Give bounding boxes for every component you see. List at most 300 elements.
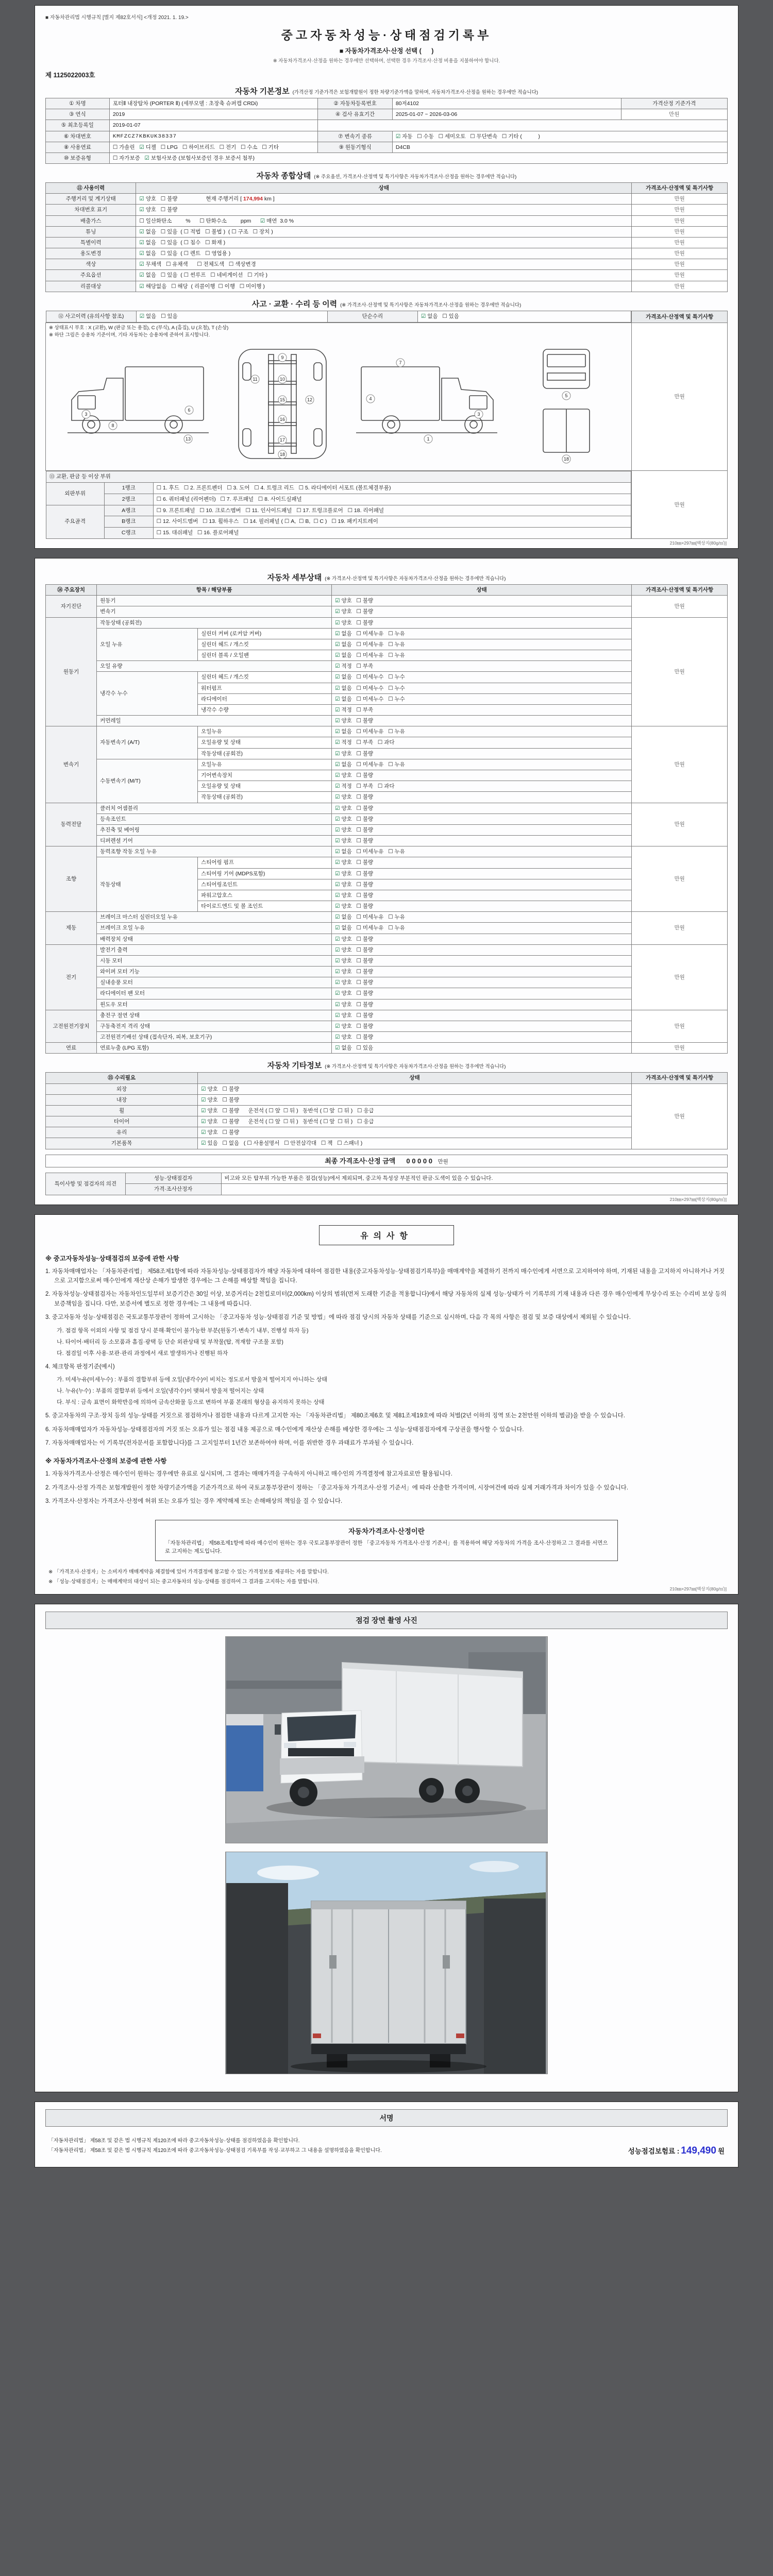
state-cell[interactable]: ☑ 없음 ☐ 미세누유 ☐ 누유: [332, 923, 632, 934]
table-row: [46, 617, 728, 628]
price-cell: 만원: [632, 270, 728, 281]
sub-item-cell: 스티어링 펌프: [198, 857, 332, 868]
accident-state-cell[interactable]: ☑ 없음 ☐ 있음: [136, 311, 327, 323]
notice-item: 1. 자동차가격조사·산정은 매수인이 원하는 경우에만 유료로 실시되며, 그 결과는 매매가격을 구속하지 아니하고 매수인의 가격결정에 참고자료로만 활용됩니다.: [45, 1471, 452, 1478]
table-row: [46, 248, 728, 259]
label-cell: 유리: [46, 1127, 198, 1138]
header-cell: ⑮ 수리필요: [46, 1073, 198, 1083]
inspection-insurance-fee: 성능점검보험료 : 149,490 원: [628, 2145, 725, 2157]
price-cell: 만원: [632, 248, 728, 259]
final-price-table: [45, 1155, 728, 1168]
table-row: [46, 142, 728, 152]
notice-item: 4. 체크항목 판정기준(예시): [45, 1363, 115, 1370]
price-cell: 만원: [632, 323, 728, 471]
label-cell: ④ 검사 유효기간: [318, 109, 392, 120]
label-cell: ⑨ 원동기형식: [318, 142, 392, 152]
sub-item-cell: 작동상태 (공회전): [198, 748, 332, 759]
state-cell[interactable]: ☐ 일산화탄소 % ☐ 탄화수소 ppm ☑ 매연 3.0 %: [136, 215, 632, 226]
state-cell[interactable]: ☑ 없음 ☐ 미세누유 ☐ 누유: [332, 650, 632, 661]
state-cell[interactable]: ☑ 양호 ☐ 불량: [332, 890, 632, 901]
detail-section-title: 자동차 세부상태 (※ 가격조사·산정액 및 특기사항은 자동차가격조사·산정을 원하는 경우에만 적습니다): [267, 573, 506, 583]
table-row: [46, 1173, 728, 1184]
label-cell: ⑥ 차대번호: [46, 131, 110, 142]
item-cell: 클러치 어셈블리: [97, 803, 332, 814]
table-row: [46, 131, 728, 142]
record-page-1: [35, 5, 738, 549]
warranty-type-checkboxes[interactable]: ☐ 자가보증 ☑ 보험사보증 (보험사보증인 경우 보증서 첨부): [109, 152, 727, 163]
label-cell: 외장: [46, 1083, 198, 1094]
state-cell[interactable]: ☑ 있음 ☐ 없음 ( ☐ 사용설명서 ☐ 안전삼각대 ☐ 잭 ☐ 스패너 ): [198, 1138, 632, 1149]
svg-text:5: 5: [565, 393, 568, 399]
vehicle-diagrams: [49, 339, 628, 469]
table-row: [46, 205, 728, 215]
item-cell: 고전원전기배선 상태 (접속단자, 피복, 보호기구): [97, 1032, 332, 1043]
rankA-items-checkboxes[interactable]: ☐ 9. 프론트패널 ☐ 10. 크로스멤버 ☐ 11. 인사이드패널 ☐ 17. 트렁크플로어 ☐ 18. 리어패널: [153, 505, 631, 516]
header-cell: 상태: [332, 585, 632, 596]
state-cell[interactable]: ☑ 양호 ☐ 불량: [332, 1010, 632, 1021]
sub-item-cell: 실린더 헤드 / 개스킷: [198, 672, 332, 683]
label-cell: 특별이력: [46, 237, 136, 248]
svg-text:6: 6: [188, 408, 191, 413]
table-row: [46, 120, 728, 131]
mileage-state-cell[interactable]: ☑ 양호 ☐ 불량 현재 주행거리 [ 174,994 km ]: [136, 194, 632, 205]
summary-section-title: 자동차 종합상태 (※ 주요옵션, 가격조사·산정액 및 특기사항은 자동차가격조사·산정을 원하는 경우에만 적습니다): [256, 172, 517, 181]
table-row: [46, 281, 728, 292]
item-cell: 작동상태: [97, 857, 198, 912]
price-header-cell: 가격조사·산정액 및 특기사항: [632, 311, 728, 323]
value-cell: 2019: [109, 109, 318, 120]
sub-item-cell: 냉각수 수량: [198, 704, 332, 715]
rank-label-cell: B랭크: [104, 516, 153, 528]
rank1-items-checkboxes[interactable]: ☐ 1. 후드 ☐ 2. 프론트펜더 ☐ 3. 도어 ☐ 4. 트렁크 리드 ☐ 5. 라디에이터 서포트 (볼트체결부품): [153, 483, 631, 494]
table-row: [46, 857, 728, 868]
group-cell: 원동기: [46, 617, 97, 726]
rankC-items-checkboxes[interactable]: ☐ 15. 대쉬패널 ☐ 16. 플로어패널: [153, 527, 631, 538]
state-cell[interactable]: ☑ 양호 ☐ 불량: [332, 748, 632, 759]
sub-item-cell: 오일유량 및 상태: [198, 781, 332, 792]
notice-section-2-title: ※ 자동차가격조사·산정의 보증에 관한 사항: [45, 1458, 167, 1465]
item-cell: 냉각수 누수: [97, 672, 198, 716]
notice-sub-item: 가. 점검 항목 이외의 사항 및 점검 당시 분해·확인이 불가능한 부분(원동기·변속기 내부, 진행성 하자 등): [57, 1327, 309, 1334]
price-cell: 만원: [632, 194, 728, 205]
price-cell: 만원: [632, 259, 728, 270]
paper-size-note: 210㎜×297㎜[백상지(80g/㎡)]: [669, 1196, 727, 1202]
state-cell[interactable]: ☑ 양호 ☐ 불량 운전석 ( ☐ 앞 ☐ 뒤 ) 동반석 ( ☐ 앞 ☐ 뒤 ) ☐ 응급: [198, 1105, 632, 1116]
table-row: [46, 661, 728, 672]
state-cell[interactable]: ☑ 없음 ☐ 있음: [332, 1043, 632, 1054]
state-cell[interactable]: ☑ 양호 ☐ 불량: [332, 999, 632, 1010]
svg-text:4: 4: [369, 396, 372, 402]
notice-sub-item: 나. 누유(누수) : 부품의 결합부위 등에서 오일(냉각수)이 맺혀서 방울져 떨어지는 상태: [57, 1388, 264, 1395]
label-cell: 주요옵션: [46, 270, 136, 281]
notice-item: 6. 자동차매매업자가 자동차성능·상태점검자의 거짓 또는 오류가 있는 점검 내용 제공으로 매수인에게 재산상 손해를 배상한 경우에는 그 성능·상태점검자에게 구상권을 행사할 수 있습니다.: [45, 1426, 524, 1433]
state-cell[interactable]: ☑ 양호 ☐ 불량: [332, 836, 632, 846]
signature-page: [35, 2102, 738, 2167]
table-row: [46, 988, 728, 999]
header-cell: 가격조사·산정액 및 특기사항: [632, 183, 728, 194]
base-price-value-cell: 만원: [621, 109, 727, 120]
state-cell[interactable]: ☑ 양호 ☐ 불량: [332, 977, 632, 988]
empty-cell: [318, 120, 728, 131]
label-cell: ⑧ 사용연료: [46, 142, 110, 152]
basic-info-table: [45, 98, 728, 164]
vehicle-diagram-left-side: [59, 342, 214, 466]
notice-title: 유의사항: [319, 1225, 454, 1245]
exchange-parts-wrap: [46, 471, 632, 539]
state-cell[interactable]: ☑ 없음 ☐ 미세누수 ☐ 누수: [332, 683, 632, 693]
label-cell: ⑤ 최초등록일: [46, 120, 110, 131]
label-cell: 성능·상태점검자: [125, 1173, 221, 1184]
label-cell: 차대번호 표기: [46, 205, 136, 215]
state-cell[interactable]: ☑ 양호 ☐ 불량: [332, 716, 632, 726]
svg-text:1: 1: [427, 436, 430, 442]
rank2-items-checkboxes[interactable]: ☐ 6. 쿼터패널 (리어펜더) ☐ 7. 루프패널 ☐ 8. 사이드실패널: [153, 494, 631, 505]
item-cell: 시동 모터: [97, 955, 332, 966]
document-title: 중고자동차성능·상태점검기록부: [281, 28, 492, 42]
rank-label-cell: 2랭크: [104, 494, 153, 505]
label-cell: ① 차명: [46, 98, 110, 109]
vehicle-diagram-underbody: [223, 342, 342, 466]
sub-item-cell: 타이로드엔드 및 볼 조인트: [198, 901, 332, 912]
state-cell[interactable]: ☑ 양호 ☐ 불량: [332, 934, 632, 944]
sub-item-cell: 기어변속장치: [198, 770, 332, 781]
table-row: [46, 471, 728, 539]
price-survey-select-note: ※ 자동차가격조사·산정을 원하는 경우에만 선택하며, 선택한 경우 가격조사·산정 비용을 지불하여야 합니다.: [273, 58, 500, 64]
state-cell[interactable]: ☑ 양호 ☐ 불량: [332, 814, 632, 824]
label-cell: ② 자동차등록번호: [318, 98, 392, 109]
table-row: [46, 98, 728, 109]
table-row: [46, 803, 728, 814]
table-row: [46, 471, 631, 483]
item-cell: 연료누출 (LPG 포함): [97, 1043, 332, 1054]
svg-text:10: 10: [280, 377, 285, 382]
signature-statement: 「자동차관리법」 제58조 및 같은 법 시행규칙 제120조에 따라 중고자동차성능·상태점검 기록부를 작성·교부하고 그 내용을 설명하였음을 확인합니다.: [48, 2148, 382, 2154]
state-cell[interactable]: ☑ 양호 ☐ 불량: [332, 606, 632, 617]
item-cell: 실내송풍 모터: [97, 977, 332, 988]
table-row: [46, 215, 728, 226]
table-row: [46, 1116, 728, 1127]
notice-item: 1. 자동차매매업자는 「자동차관리법」 제58조제1항에 따라 자동차성능·상태점검자가 해당 자동차에 대하여 점검한 내용(중고자동차성능·상태점검기록부)을 매매계약을 체결하기 전까지 매수인에게 서면으로 고지하여야 하며, 기재된 내용을 고지하지 아니하거나 거짓으로 고지함으로써 매수인에게 재산상 손해가 발생한 경우에는 그 손해를 배상할 책임을 집니다.: [45, 1268, 725, 1284]
table-row: [46, 516, 631, 528]
label-cell: 기본품목: [46, 1138, 198, 1149]
table-row: [46, 759, 728, 770]
state-cell[interactable]: ☑ 양호 ☐ 불량: [136, 205, 632, 215]
appraiser-opinion-text: [221, 1184, 727, 1195]
header-cell: ⑪ 사용이력: [46, 183, 136, 194]
table-row: [46, 311, 728, 323]
rank-label-cell: 1랭크: [104, 483, 153, 494]
signature-statements: [48, 2135, 382, 2157]
simple-repair-label-cell: 단순수리: [327, 311, 417, 323]
notice-item: 3. 중고자동차 성능·상태점검은 국토교통부장관이 정하여 고시하는 「중고자동차 성능·상태점검 기준 및 방법」에 따라 점검 당시의 자동차 상태를 기준으로 실시하며, 다음 각 목의 사항은 점검 및 보증 대상에서 제외될 수 있습니다.: [45, 1314, 631, 1321]
state-cell[interactable]: ☑ 양호 ☐ 불량: [332, 770, 632, 781]
state-cell[interactable]: ☑ 양호 ☐ 불량: [198, 1127, 632, 1138]
photos-page: [35, 1604, 738, 2092]
table-row: [46, 1138, 728, 1149]
vin-value-cell: KMFZCZ7KBKUK38337: [109, 131, 318, 142]
state-cell[interactable]: ☑ 없음 ☐ 미세누유 ☐ 누유: [332, 912, 632, 923]
item-cell: 배력장치 상태: [97, 934, 332, 944]
state-cell[interactable]: ☑ 무채색 ☐ 유채색 ☐ 전체도색 ☐ 색상변경: [136, 259, 632, 270]
record-page-2: [35, 558, 738, 1205]
price-cell: 만원: [632, 1083, 728, 1149]
item-cell: 추진축 및 베어링: [97, 824, 332, 835]
item-cell: 자동변속기 (A/T): [97, 726, 198, 759]
state-cell[interactable]: ☑ 양호 ☐ 불량: [332, 955, 632, 966]
item-cell: 디퍼렌셜 기어: [97, 836, 332, 846]
state-cell[interactable]: ☑ 없음 ☐ 있음 ( ☐ 적법 ☐ 불법 ) ( ☐ 구조 ☐ 장치 ): [136, 226, 632, 237]
state-cell[interactable]: ☑ 양호 ☐ 불량: [332, 596, 632, 606]
state-cell[interactable]: ☑ 없음 ☐ 있음 ( ☐ 썬루프 ☐ 네비게이션 ☐ 기타 ): [136, 270, 632, 281]
paper-size-note: 210㎜×297㎜[백상지(80g/㎡)]: [669, 540, 727, 546]
outer-panel-group-cell: 외판부위: [46, 483, 104, 505]
price-cell: 만원: [632, 617, 728, 726]
state-cell[interactable]: ☑ 양호 ☐ 불량: [332, 792, 632, 803]
state-cell[interactable]: ☑ 양호 ☐ 불량: [332, 868, 632, 879]
state-cell[interactable]: ☑ 적정 ☐ 부족: [332, 704, 632, 715]
notice-item: 7. 자동차매매업자는 이 기록부(전자문서를 포함합니다)를 그 고지일부터 1년간 보존하여야 하며, 이를 위반한 경우 과태료가 부과될 수 있습니다.: [45, 1439, 414, 1446]
header-cell: 가격조사·산정액 및 특기사항: [632, 585, 728, 596]
state-cell[interactable]: ☑ 적정 ☐ 부족 ☐ 과다: [332, 781, 632, 792]
table-row: [46, 999, 728, 1010]
table-row: [46, 1010, 728, 1021]
paper-size-note: 210㎜×297㎜[백상지(80g/㎡)]: [669, 1586, 727, 1592]
state-cell[interactable]: ☑ 없음 ☐ 있음 ( ☐ 침수 ☐ 화재 ): [136, 237, 632, 248]
label-cell: ③ 연식: [46, 109, 110, 120]
price-cell: 만원: [632, 215, 728, 226]
item-cell: 수동변속기 (M/T): [97, 759, 198, 803]
table-row: [46, 1127, 728, 1138]
accident-label-cell: ⑫ 사고이력 (유의사항 참조): [46, 311, 136, 323]
opinion-table: [45, 1173, 728, 1195]
signature-body: [45, 2133, 728, 2158]
item-cell: 구동축전지 격리 상태: [97, 1021, 332, 1031]
rankB-items-checkboxes[interactable]: ☐ 12. 사이드멤버 ☐ 13. 휠하우스 ☐ 14. 필러패널 ( ☐ A, ☐ B, ☐ C ) ☐ 19. 패키지트레이: [153, 516, 631, 528]
label-cell: 색상: [46, 259, 136, 270]
svg-text:18: 18: [280, 452, 285, 457]
item-cell: 충전구 절연 상태: [97, 1010, 332, 1021]
svg-text:13: 13: [186, 436, 191, 442]
notice-item: 3. 가격조사·산정자는 가격조사·산정에 허위 또는 오류가 있는 경우 계약해제 또는 손해배상의 책임을 질 수 있습니다.: [45, 1498, 343, 1505]
vehicle-diagram-front-rear: [515, 342, 618, 466]
header-cell: 항목 / 해당부품: [97, 585, 332, 596]
etc-section-title: 자동차 기타정보 (※ 가격조사·산정액 및 특기사항은 자동차가격조사·산정을 원하는 경우에만 적습니다): [267, 1061, 506, 1071]
table-row: [46, 226, 728, 237]
state-cell[interactable]: ☑ 양호 ☐ 불량: [332, 944, 632, 955]
header-cell: 상태: [136, 183, 632, 194]
table-row: [46, 194, 728, 205]
price-survey-select-option[interactable]: ■ 자동차가격조사·산정 선택 ( ): [339, 47, 434, 55]
svg-text:3: 3: [477, 412, 480, 417]
table-row: [46, 483, 631, 494]
table-row: [46, 912, 728, 923]
state-cell[interactable]: ☑ 양호 ☐ 불량: [332, 803, 632, 814]
item-cell: 와이퍼 모터 기능: [97, 967, 332, 977]
price-cell: 만원: [632, 1010, 728, 1043]
table-row: [46, 527, 631, 538]
group-cell: 변속기: [46, 726, 97, 803]
table-row: [46, 716, 728, 726]
value-cell: 포터Ⅱ 내장탑차 (PORTER Ⅱ) (세부모델 : 초장축 슈퍼캡 CRDi): [109, 98, 318, 109]
price-survey-definition-box: 자동차가격조사·산정이란 「자동차관리법」 제58조제1항에 따라 매수인이 원하는 경우 국토교통부장관이 정한 「중고자동차 가격조사·산정 기준서」를 적용하여 해당 자동차의 가격을 조사·산정하고 그 결과를 서면으로 고지하는 제도입니다.: [155, 1520, 618, 1562]
value-cell: 2019-01-07: [109, 120, 318, 131]
table-row: [46, 1043, 728, 1054]
table-row: [46, 944, 728, 955]
group-cell: 고전원전기장치: [46, 1010, 97, 1043]
exchange-parts-table: [46, 471, 632, 538]
state-cell[interactable]: ☑ 양호 ☐ 불량: [332, 1021, 632, 1031]
table-row: [46, 836, 728, 846]
label-cell: ⑩ 보증유형: [46, 152, 110, 163]
sub-item-cell: 파워고압호스: [198, 890, 332, 901]
diagram-area-cell: [46, 323, 632, 471]
notice-footnote: ※ 「가격조사·산정자」는 소비자가 매매계약을 체결함에 있어 가격결정에 참고할 수 있는 가격정보를 제공하는 자를 말합니다.: [48, 1569, 329, 1575]
table-row: [46, 846, 728, 857]
table-row: [46, 672, 728, 683]
document-number: 제 1125022003호: [45, 72, 95, 79]
label-cell: 튜닝: [46, 226, 136, 237]
opinion-group-cell: 특이사항 및 점검자의 의견: [46, 1173, 126, 1195]
state-cell[interactable]: ☑ 양호 ☐ 불량: [198, 1083, 632, 1094]
table-row: [46, 259, 728, 270]
signature-statement: 「자동차관리법」 제58조 및 같은 법 시행규칙 제120조에 따라 중고자동차성능·상태를 점검하였음을 확인합니다.: [48, 2138, 300, 2144]
label-cell: 휠: [46, 1105, 198, 1116]
state-cell[interactable]: ☑ 해당없음 ☐ 해당 ( 리콜이행 ☐ 이행 ☐ 미이행 ): [136, 281, 632, 292]
price-cell: 만원: [632, 205, 728, 215]
label-cell: 가격·조사산정자: [125, 1184, 221, 1195]
item-cell: 브레이크 오일 누유: [97, 923, 332, 934]
state-cell[interactable]: ☑ 양호 ☐ 불량: [332, 617, 632, 628]
value-cell: D4CB: [392, 142, 727, 152]
exchange-parts-header: ⑬ 교환, 판금 등 이상 부위: [46, 471, 631, 483]
state-cell[interactable]: ☑ 없음 ☐ 미세누유 ☐ 누유: [332, 759, 632, 770]
table-row: [46, 585, 728, 596]
price-cell: 만원: [632, 846, 728, 912]
simple-repair-state-cell[interactable]: ☑ 없음 ☐ 있음: [417, 311, 631, 323]
sub-item-cell: 라디에이터: [198, 693, 332, 704]
state-cell[interactable]: ☑ 없음 ☐ 미세누유 ☐ 누유: [332, 726, 632, 737]
state-cell[interactable]: ☑ 적정 ☐ 부족 ☐ 과다: [332, 737, 632, 748]
notice-item: 2. 가격조사·산정 가격은 보험개발원이 정한 차량기준가액을 기준가격으로 하여 국토교통부장관이 정하는 「중고자동차 가격조사·산정 기준서」에 따라 산출한 가격이며, 시장여건에 따라 실제 거래가격과 차이가 있을 수 있습니다.: [45, 1484, 629, 1491]
state-cell[interactable]: ☑ 양호 ☐ 불량: [332, 824, 632, 835]
rank-label-cell: C랭크: [104, 527, 153, 538]
price-cell: 만원: [632, 596, 728, 617]
table-row: [46, 1184, 728, 1195]
current-mileage: 현재 주행거리 [ 174,994 km ]: [206, 196, 275, 202]
inspector-opinion-text: 비고와 모든 탑부위 가능한 부품은 점검(성능)에서 제외되며, 중고차 특성상 부분적인 판금·도색이 있을 수 있습니다.: [221, 1173, 727, 1184]
item-cell: 오일 누유: [97, 628, 198, 661]
sub-item-cell: 스티어링 기어 (MDPS포함): [198, 868, 332, 879]
item-cell: 변속기: [97, 606, 332, 617]
state-cell[interactable]: ☑ 양호 ☐ 불량: [332, 857, 632, 868]
table-row: [46, 494, 631, 505]
state-cell[interactable]: ☑ 없음 ☐ 미세누수 ☐ 누수: [332, 672, 632, 683]
notice-page: [35, 1214, 738, 1595]
summary-table: [45, 182, 728, 292]
photos-title: 점검 장면 촬영 사진: [45, 1612, 728, 1629]
state-cell[interactable]: ☑ 양호 ☐ 불량: [198, 1094, 632, 1105]
state-cell[interactable]: ☑ 양호 ☐ 불량: [332, 879, 632, 890]
table-row: [46, 824, 728, 835]
notice-sub-item: 가. 미세누유(미세누수) : 부품의 결합부위 등에 오일(냉각수)이 비치는 정도로서 방울져 떨어지지 아니하는 상태: [57, 1377, 327, 1383]
notice-footnote: ※ 「성능·상태점검자」는 매매계약의 대상이 되는 중고자동차의 성능·상태를 점검하여 그 결과를 고지하는 자를 말합니다.: [48, 1579, 320, 1585]
status-code-legend: ※ 상태표시 부호 : X (교환), W (판금 또는 용접), C (부식), A (흠집), U (요철), T (손상) ※ 하단 그림은 승용차 기준이며, 기타 자동차는 승용차에 준하여 표시합니다.: [49, 325, 229, 338]
transmission-type-checkboxes[interactable]: ☑ 자동 ☐ 수동 ☐ 세미오토 ☐ 무단변속 ☐ 기타 ( ): [392, 131, 727, 142]
svg-text:9: 9: [281, 355, 284, 361]
table-row: [46, 109, 728, 120]
price-cell: 만원: [632, 471, 728, 539]
table-row: [46, 1032, 728, 1043]
svg-text:3: 3: [85, 412, 88, 417]
item-cell: 발전기 출력: [97, 944, 332, 955]
sub-item-cell: 실린더 커버 (로커암 커버): [198, 628, 332, 639]
form-reference: ■ 자동차관리법 시행규칙 [별지 제82호서식] <개정 2021. 1. 19.>: [45, 15, 189, 21]
state-cell[interactable]: ☑ 양호 ☐ 불량: [332, 901, 632, 912]
state-cell[interactable]: ☑ 적정 ☐ 부족: [332, 661, 632, 672]
table-row: [46, 237, 728, 248]
state-cell[interactable]: ☑ 없음 ☐ 미세누유 ☐ 누유: [332, 628, 632, 639]
table-row: [46, 311, 631, 323]
label-cell: 배출가스: [46, 215, 136, 226]
vehicle-diagram-right-side: [351, 342, 506, 466]
label-cell: 용도변경: [46, 248, 136, 259]
group-cell: 자기진단: [46, 596, 97, 617]
basic-info-section-title: 자동차 기본정보 (가격산정 기준가격은 보험개발원이 정한 차량기준가액을 말하며, 자동차가격조사·산정을 원하는 경우에만 적습니다): [235, 87, 538, 96]
rank-label-cell: A랭크: [104, 505, 153, 516]
main-frame-group-cell: 주요골격: [46, 505, 104, 538]
table-row: [46, 955, 728, 966]
state-cell[interactable]: ☑ 없음 ☐ 미세누수 ☐ 누수: [332, 693, 632, 704]
group-cell: 전기: [46, 944, 97, 1010]
notice-section-1-title: ※ 중고자동차성능·상태점검의 보증에 관한 사항: [45, 1255, 179, 1262]
state-cell[interactable]: ☑ 없음 ☐ 있음 ( ☐ 렌트 ☐ 영업용 ): [136, 248, 632, 259]
price-cell: 만원: [632, 726, 728, 803]
state-cell[interactable]: ☑ 없음 ☐ 미세누유 ☐ 누유: [332, 846, 632, 857]
price-cell: 만원: [632, 281, 728, 292]
svg-text:8: 8: [111, 423, 114, 429]
item-cell: 윈도우 모터: [97, 999, 332, 1010]
notice-sub-item: 다. 점검일 이후 사용·보관·관리 과정에서 새로 발생하거나 진행된 하자: [57, 1350, 228, 1357]
table-row: [46, 923, 728, 934]
table-row: [46, 1021, 728, 1031]
state-cell[interactable]: ☑ 양호 ☐ 불량 운전석 ( ☐ 앞 ☐ 뒤 ) 동반석 ( ☐ 앞 ☐ 뒤 ) ☐ 응급: [198, 1116, 632, 1127]
inspection-photo-front: [225, 1636, 548, 1843]
table-row: [46, 628, 728, 639]
state-cell[interactable]: ☑ 양호 ☐ 불량: [332, 1032, 632, 1043]
group-cell: 동력전달: [46, 803, 97, 846]
svg-text:12: 12: [307, 397, 313, 403]
etc-table: [45, 1072, 728, 1149]
inspection-photo-rear: [225, 1852, 548, 2074]
price-cell: 만원: [632, 226, 728, 237]
sub-item-cell: 실린더 블록 / 오일팬: [198, 650, 332, 661]
state-cell[interactable]: ☑ 없음 ☐ 미세누유 ☐ 누유: [332, 639, 632, 650]
table-row: [46, 934, 728, 944]
svg-text:18: 18: [564, 456, 569, 462]
fuel-type-checkboxes[interactable]: ☐ 가솔린 ☑ 디젤 ☐ LPG ☐ 하이브리드 ☐ 전기 ☐ 수소 ☐ 기타: [109, 142, 318, 152]
table-row: [46, 152, 728, 163]
item-cell: 동력조향 작동 오일 누유: [97, 846, 332, 857]
state-cell[interactable]: ☑ 양호 ☐ 불량: [332, 967, 632, 977]
sub-item-cell: 오일누유: [198, 726, 332, 737]
state-cell[interactable]: ☑ 양호 ☐ 불량: [332, 988, 632, 999]
label-cell: 타이어: [46, 1116, 198, 1127]
table-row: [46, 596, 728, 606]
table-row: [46, 183, 728, 194]
item-cell: 커먼레일: [97, 716, 332, 726]
price-cell: 만원: [632, 912, 728, 945]
table-row: [46, 323, 728, 471]
